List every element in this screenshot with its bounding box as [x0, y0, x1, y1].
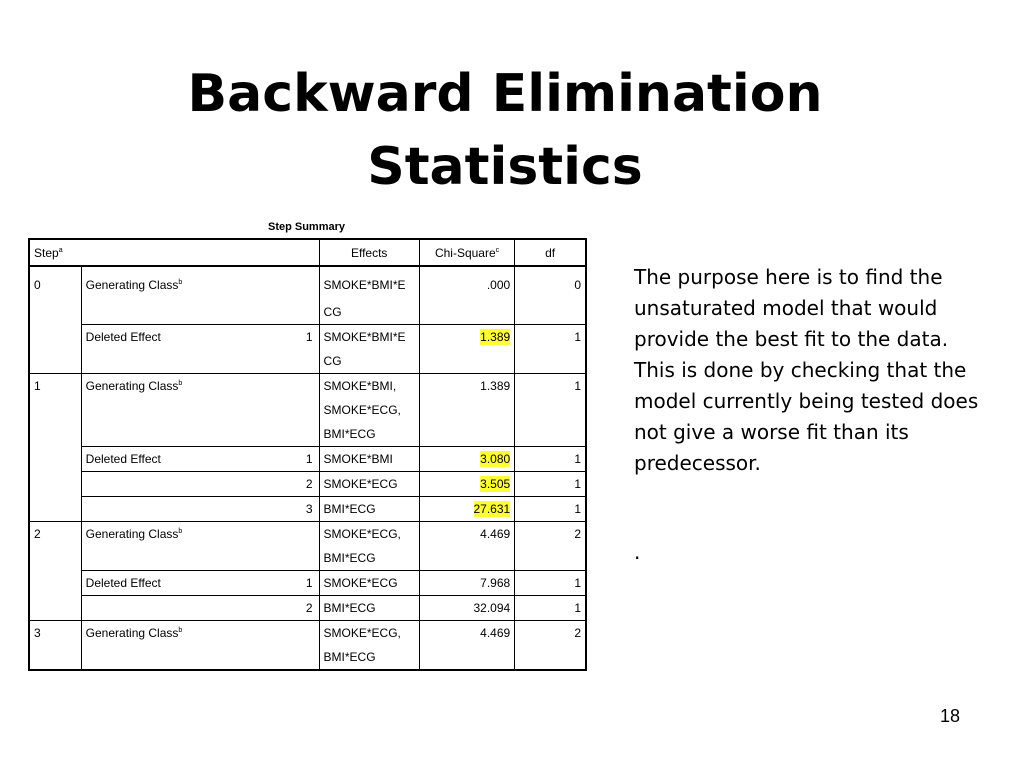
table-row: [29, 325, 586, 350]
df-cell: 2: [515, 522, 586, 547]
effects-cell: BMI*ECG: [319, 497, 419, 522]
step-cell: 3: [29, 621, 81, 646]
effects-cell: SMOKE*ECG,: [319, 398, 419, 422]
effects-cell: SMOKE*BMI: [319, 447, 419, 472]
header-df: df: [515, 239, 586, 266]
step-cell: 2: [29, 522, 81, 547]
df-cell: 1: [515, 325, 586, 350]
effects-cell: BMI*ECG: [319, 596, 419, 621]
df-cell: 1: [515, 571, 586, 596]
effects-cell: BMI*ECG: [319, 422, 419, 447]
table-row: [29, 472, 586, 497]
effects-cell: SMOKE*ECG,: [319, 522, 419, 547]
table-row: [29, 522, 586, 547]
table-row: [29, 497, 586, 522]
effects-cell: BMI*ECG: [319, 546, 419, 571]
num-cell: 3: [268, 497, 319, 522]
effects-cell: SMOKE*ECG,: [319, 621, 419, 646]
table-row: [29, 546, 586, 571]
df-cell: 0: [515, 266, 586, 300]
table-row: [29, 266, 586, 300]
type-cell: Deleted Effect: [81, 447, 268, 472]
chi-cell: 7.968: [419, 571, 514, 596]
table-row: [29, 447, 586, 472]
table-row: [29, 422, 586, 447]
chi-cell: .000: [419, 266, 514, 300]
slide-title: [0, 58, 1010, 204]
header-step: Step$^a$: [29, 239, 319, 266]
df-cell: 1: [515, 447, 586, 472]
effects-cell: SMOKE*BMI*E: [319, 325, 419, 350]
chi-cell-highlighted: 1.389: [480, 330, 511, 344]
table-header-row: [29, 239, 586, 266]
type-cell: Deleted Effect: [81, 571, 268, 596]
num-cell: 2: [268, 596, 319, 621]
table-row: [29, 398, 586, 422]
table-caption: Step Summary: [267, 221, 346, 233]
effects-cell: SMOKE*BMI*E: [319, 266, 419, 300]
num-cell: 1: [305, 330, 313, 344]
table-row: [29, 621, 586, 646]
slide-title-line2: Statistics: [367, 137, 643, 197]
table-row: [29, 596, 586, 621]
df-cell: 1: [515, 472, 586, 497]
table-row: [29, 645, 586, 670]
num-cell: 1: [268, 447, 319, 472]
explanation-text: The purpose here is to find the unsaturated model that would provide the best fit to the data. This is done by checking that the model currently being tested does not give a worse fit than its predecessor.: [634, 265, 979, 475]
explanation-dot: .: [634, 540, 641, 564]
effects-cell: SMOKE*BMI,: [319, 374, 419, 399]
effects-cell: CG: [319, 349, 419, 374]
step-cell: 1: [29, 374, 81, 399]
df-cell: 1: [515, 497, 586, 522]
chi-cell: 32.094: [419, 596, 514, 621]
type-cell: Generating Class$^b$: [85, 527, 183, 541]
num-cell: 2: [268, 472, 319, 497]
page-number: 18: [940, 706, 961, 726]
step-cell: 0: [29, 266, 81, 300]
type-cell: Generating Class$^b$: [85, 379, 183, 393]
chi-cell-highlighted: 27.631: [473, 502, 511, 516]
chi-cell-highlighted: 3.080: [480, 452, 511, 466]
chi-cell: 1.389: [419, 374, 514, 399]
slide-title-line1: Backward Elimination: [187, 64, 823, 124]
type-cell: Generating Class$^b$: [85, 626, 183, 640]
effects-cell: CG: [319, 300, 419, 325]
header-effects: Effects: [319, 239, 419, 266]
num-cell: 1: [268, 571, 319, 596]
df-cell: 2: [515, 621, 586, 646]
type-cell: Generating Class$^b$: [85, 278, 183, 292]
table-row: [29, 300, 586, 325]
df-cell: 1: [515, 374, 586, 399]
table-row: [29, 571, 586, 596]
effects-cell: SMOKE*ECG: [319, 472, 419, 497]
chi-cell: 4.469: [419, 621, 514, 646]
type-cell: Deleted Effect: [85, 330, 161, 344]
df-cell: 1: [515, 596, 586, 621]
effects-cell: BMI*ECG: [319, 645, 419, 670]
header-chi-square: Chi-Square$^c$: [419, 239, 514, 266]
chi-cell-highlighted: 3.505: [480, 477, 511, 491]
table-row: [29, 349, 586, 374]
table-row: [29, 374, 586, 399]
effects-cell: SMOKE*ECG: [319, 571, 419, 596]
step-summary-table: [28, 238, 587, 671]
chi-cell: 4.469: [419, 522, 514, 547]
